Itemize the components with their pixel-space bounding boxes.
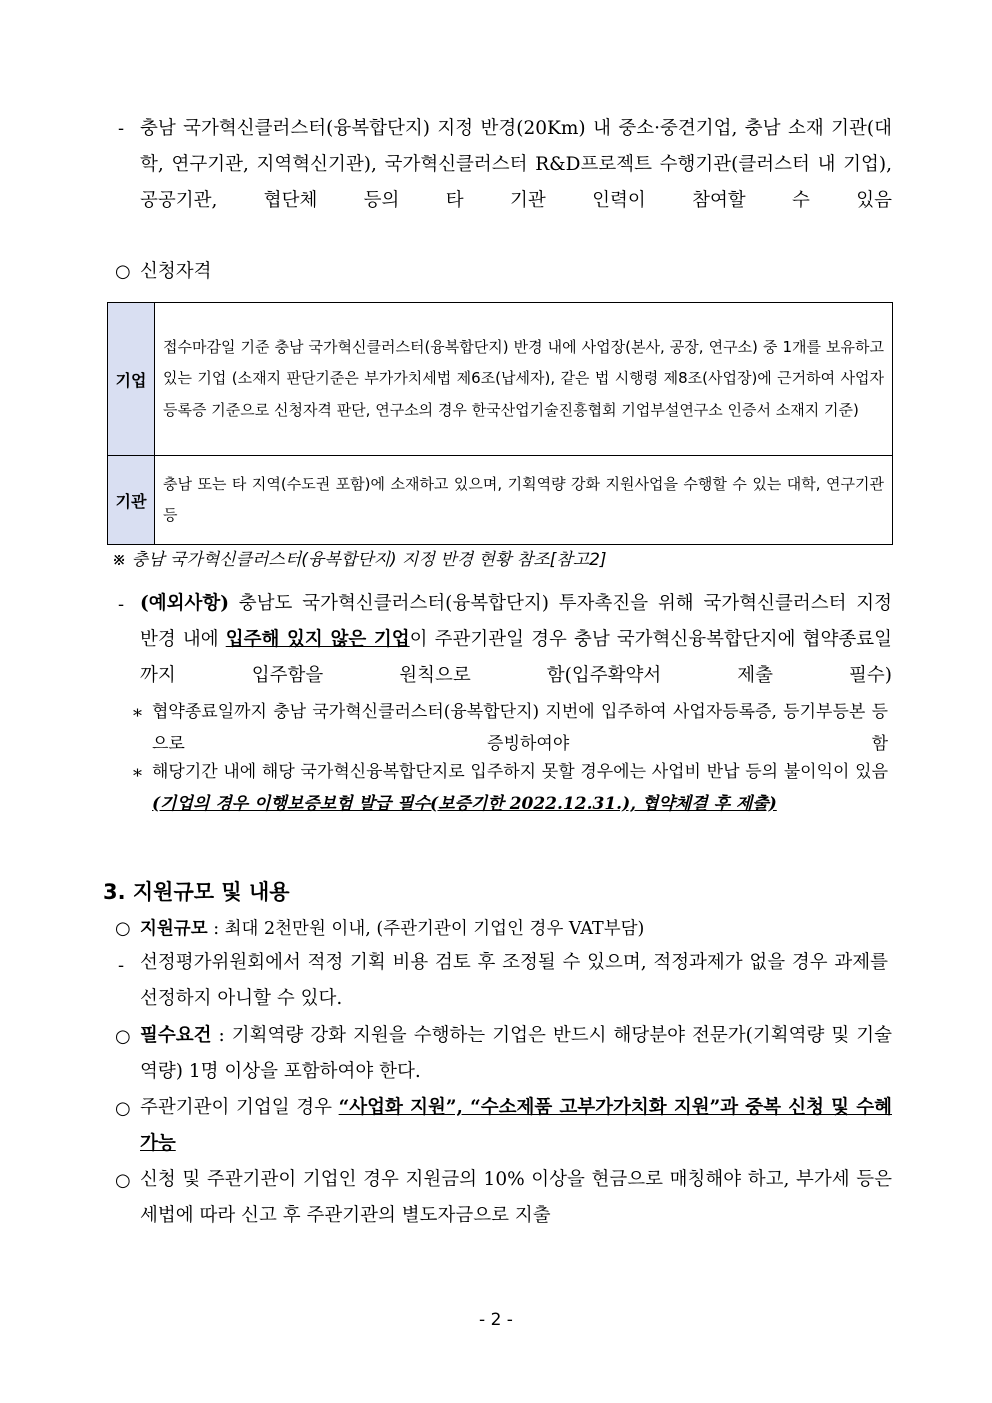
exception-text-b: 이 주관기관일 경우 충남 국가혁신융복합단지에 협약종료일까지 입주함을 원칙으로 함(입주확약서 제출 필수) (140, 629, 893, 686)
duplicate-support-text: 주관기관이 기업일 경우 (140, 1097, 339, 1118)
circle-bullet: ○ (115, 1170, 131, 1191)
qualification-table (107, 302, 893, 545)
dash-marker: - (118, 955, 125, 976)
circle-bullet: ○ (115, 1098, 131, 1119)
dash-marker: - (118, 118, 125, 139)
star-note-2 (152, 756, 888, 820)
exception-text-a: 충남도 국가혁신클러스터(융복합단지) 투자촉진을 위해 국가혁신클러스터 지정 반경 내에 (140, 593, 892, 650)
dash-marker: - (118, 594, 125, 615)
table-row (108, 456, 893, 545)
duplicate-support-paragraph (140, 1090, 892, 1162)
table-row (108, 303, 893, 456)
duplicate-support-emphasis: “사업화 지원”, “수소제품 고부가가치화 지원”과 중복 신청 및 수혜 가능 (140, 1097, 892, 1154)
circle-bullet: ○ (115, 261, 131, 282)
row-head-company: 기업 (108, 303, 155, 456)
row-head-institution: 기관 (108, 456, 155, 545)
reference-note: ※ 충남 국가혁신클러스터(융복합단지) 지정 반경 현황 참조[참고2] (112, 550, 607, 570)
row-body-company: 접수마감일 기준 충남 국가혁신클러스터(융복합단지) 반경 내에 사업장(본사, 공장, 연구소) 중 1개를 보유하고 있는 기업 (소재지 판단기준은 부가가치세법 제6조(납세자), 같은 법 시행령 제8조(사업장)에 근거하여 사업자등록증 기준으로 신청자격 판단, 연구소의 경우 한국산업기술진흥협회 기업부설연구소 인증서 소재지 기준) (155, 303, 893, 456)
requirement-label: 필수요건 (140, 1025, 212, 1046)
requirement-paragraph (140, 1018, 892, 1090)
qualification-title: 신청자격 (140, 261, 212, 282)
support-scale-label: 지원규모 (140, 919, 208, 939)
row-body-institution: 충남 또는 타 지역(수도권 포함)에 소재하고 있으며, 기획역량 강화 지원사업을 수행할 수 있는 대학, 연구기관 등 (155, 456, 893, 545)
asterisk-marker: * (133, 766, 142, 787)
matching-fund-paragraph: 신청 및 주관기관이 기업인 경우 지원금의 10% 이상을 현금으로 매칭해야 하고, 부가세 등은 세법에 따라 신고 후 주관기관의 별도자금으로 지출 (140, 1169, 892, 1226)
circle-bullet: ○ (115, 1026, 131, 1047)
support-scale-text: : 최대 2천만원 이내, (주관기관이 기업인 경우 VAT부담) (207, 919, 645, 939)
section-heading: 3. 지원규모 및 내용 (103, 880, 290, 904)
adjustment-paragraph: 선정평가위원회에서 적정 기획 비용 검토 후 조정될 수 있으며, 적정과제가 없을 경우 과제를 선정하지 아니할 수 있다. (140, 952, 888, 1009)
participation-paragraph: 충남 국가혁신클러스터(융복합단지) 지정 반경(20Km) 내 중소·중견기업, 충남 소재 기관(대학, 연구기관, 지역혁신기관), 국가혁신클러스터 R&D프로젝트 수행기관(클러스터 내 기업), 공공기관, 협단체 등의 타 기관 인력이 참여할 수 있음 (140, 118, 892, 211)
star-note-2-text: 해당기간 내에 해당 국가혁신융복합단지로 입주하지 못할 경우에는 사업비 반납 등의 불이익이 있음 (152, 762, 888, 782)
requirement-text: : 기획역량 강화 지원을 수행하는 기업은 반드시 해당분야 전문가(기획역량 및 기술역량) 1명 이상을 포함하여야 한다. (140, 1025, 892, 1082)
page-number: - 2 - (479, 1310, 513, 1330)
exception-paragraph (140, 586, 892, 694)
star-note-1: 협약종료일까지 충남 국가혁신클러스터(융복합단지) 지번에 입주하여 사업자등록증, 등기부등본 등으로 증빙하여야 함 (152, 702, 888, 754)
support-scale-line (140, 916, 644, 942)
star-note-2-emphasis: (기업의 경우 이행보증보험 발급 필수(보증기한 2022.12.31.), 협약체결 후 제출) (152, 794, 777, 814)
asterisk-marker: * (133, 706, 142, 727)
exception-emphasis: 입주해 있지 않은 기업 (225, 629, 410, 650)
circle-bullet: ○ (115, 918, 131, 939)
exception-label: (예외사항) (140, 593, 229, 614)
